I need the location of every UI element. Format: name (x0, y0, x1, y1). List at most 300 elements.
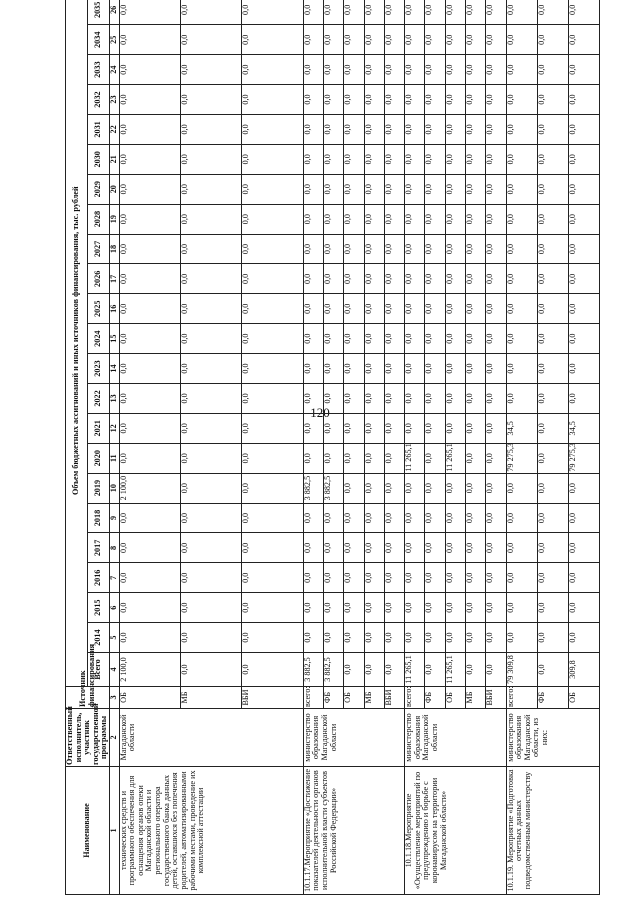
header-year: 2024 (88, 324, 110, 354)
year-value: 0,0 (303, 234, 323, 264)
year-value: 0,0 (323, 264, 343, 294)
total-value: 309,8 (568, 653, 599, 687)
year-value: 0,0 (537, 204, 568, 234)
column-index: 11 (110, 443, 120, 473)
funding-source: ВБИ (384, 687, 404, 709)
year-value: 0,0 (303, 0, 323, 25)
year-value: 0,0 (445, 174, 465, 204)
header-year: 2016 (88, 563, 110, 593)
year-value: 0,0 (486, 533, 506, 563)
year-value: 0,0 (445, 383, 465, 413)
year-value: 0,0 (119, 443, 180, 473)
year-value: 0,0 (344, 264, 364, 294)
year-value: 0,0 (344, 294, 364, 324)
year-value: 0,0 (242, 114, 303, 144)
table-row (303, 0, 323, 895)
year-value: 0,0 (537, 413, 568, 443)
year-value: 0,0 (303, 324, 323, 354)
year-value: 0,0 (466, 114, 486, 144)
funding-source: МБ (466, 687, 486, 709)
total-value: 3 882,5 (323, 653, 343, 687)
year-value: 0,0 (486, 593, 506, 623)
year-value: 0,0 (344, 383, 364, 413)
year-value: 0,0 (445, 25, 465, 55)
year-value: 0,0 (405, 413, 425, 443)
year-value: 0,0 (364, 623, 384, 653)
year-value: 0,0 (384, 55, 404, 85)
year-value: 0,0 (445, 234, 465, 264)
year-value: 0,0 (506, 563, 537, 593)
year-value: 0,0 (344, 473, 364, 503)
year-value: 0,0 (344, 503, 364, 533)
year-value: 0,0 (384, 324, 404, 354)
year-value: 0,0 (466, 264, 486, 294)
rotated-table-wrapper (65, 1, 577, 895)
year-value: 0,0 (506, 204, 537, 234)
year-value: 0,0 (384, 204, 404, 234)
year-value: 0,0 (506, 144, 537, 174)
year-value: 0,0 (486, 55, 506, 85)
year-value: 0,0 (323, 443, 343, 473)
year-value: 0,0 (323, 623, 343, 653)
year-value: 0,0 (466, 563, 486, 593)
year-value: 0,0 (425, 563, 445, 593)
year-value: 0,0 (486, 354, 506, 384)
year-value: 0,0 (119, 533, 180, 563)
year-value: 0,0 (303, 174, 323, 204)
total-value: 0,0 (344, 653, 364, 687)
year-value: 0,0 (181, 413, 242, 443)
year-value: 0,0 (405, 174, 425, 204)
year-value: 0,0 (119, 234, 180, 264)
year-value: 0,0 (405, 204, 425, 234)
year-value: 0,0 (466, 413, 486, 443)
header-year: 2019 (88, 473, 110, 503)
year-value: 11 265,1 (405, 443, 425, 473)
year-value: 0,0 (445, 114, 465, 144)
year-value: 0,0 (384, 623, 404, 653)
year-value: 0,0 (537, 174, 568, 204)
year-value: 0,0 (506, 85, 537, 115)
header-year: 2014 (88, 623, 110, 653)
year-value: 0,0 (537, 563, 568, 593)
year-value: 0,0 (181, 264, 242, 294)
header-year: 2032 (88, 85, 110, 115)
year-value: 0,0 (242, 473, 303, 503)
year-value: 0,0 (181, 234, 242, 264)
year-value: 0,0 (537, 144, 568, 174)
year-value: 0,0 (323, 383, 343, 413)
year-value: 0,0 (425, 204, 445, 234)
year-value: 0,0 (405, 25, 425, 55)
year-value: 0,0 (364, 294, 384, 324)
year-value: 0,0 (181, 204, 242, 234)
year-value: 0,0 (405, 114, 425, 144)
year-value: 0,0 (303, 294, 323, 324)
year-value: 0,0 (242, 204, 303, 234)
total-label: всего: (506, 687, 537, 709)
year-value: 0,0 (425, 593, 445, 623)
year-value: 0,0 (344, 25, 364, 55)
year-value: 0,0 (568, 383, 599, 413)
year-value: 0,0 (364, 593, 384, 623)
year-value: 0,0 (425, 0, 445, 25)
year-value: 0,0 (506, 25, 537, 55)
activity-name: 10.1.19. Мероприятие «Подготовка отчетных данных подведомственным министерству (506, 767, 599, 895)
year-value: 0,0 (425, 324, 445, 354)
header-name: Наименование (66, 767, 110, 895)
year-value: 0,0 (568, 85, 599, 115)
year-value: 0,0 (466, 443, 486, 473)
year-value: 0,0 (181, 25, 242, 55)
year-value: 0,0 (537, 623, 568, 653)
year-value: 0,0 (506, 324, 537, 354)
year-value: 0,0 (466, 204, 486, 234)
year-value: 0,0 (119, 383, 180, 413)
year-value: 0,0 (303, 383, 323, 413)
column-index: 13 (110, 383, 120, 413)
year-value: 0,0 (119, 204, 180, 234)
year-value: 0,0 (405, 85, 425, 115)
header-year: 2029 (88, 174, 110, 204)
year-value: 0,0 (384, 383, 404, 413)
year-value: 0,0 (119, 264, 180, 294)
year-value: 0,0 (425, 264, 445, 294)
year-value: 34,5 (568, 413, 599, 443)
total-value: 0,0 (181, 653, 242, 687)
year-value: 0,0 (303, 204, 323, 234)
funding-source: ФБ (425, 687, 445, 709)
year-value: 0,0 (364, 55, 384, 85)
year-value: 11 265,1 (445, 443, 465, 473)
year-value: 0,0 (506, 503, 537, 533)
year-value: 0,0 (425, 354, 445, 384)
year-value: 0,0 (303, 264, 323, 294)
year-value: 0,0 (537, 85, 568, 115)
year-value: 0,0 (445, 0, 465, 25)
year-value: 0,0 (466, 354, 486, 384)
year-value: 0,0 (303, 443, 323, 473)
year-value: 0,0 (445, 623, 465, 653)
total-value: 0,0 (384, 653, 404, 687)
year-value: 0,0 (425, 85, 445, 115)
year-value: 0,0 (364, 0, 384, 25)
year-value: 0,0 (537, 324, 568, 354)
column-index: 6 (110, 593, 120, 623)
year-value: 0,0 (303, 144, 323, 174)
year-value: 0,0 (568, 234, 599, 264)
year-value: 0,0 (119, 85, 180, 115)
year-value: 0,0 (486, 443, 506, 473)
year-value: 0,0 (344, 204, 364, 234)
year-value: 0,0 (405, 144, 425, 174)
year-value: 0,0 (181, 174, 242, 204)
year-value: 0,0 (486, 383, 506, 413)
year-value: 0,0 (384, 25, 404, 55)
year-value: 0,0 (344, 85, 364, 115)
table-row (506, 0, 537, 895)
year-value: 0,0 (119, 593, 180, 623)
header-year: 2027 (88, 234, 110, 264)
column-index: 12 (110, 413, 120, 443)
column-index: 4 (110, 653, 120, 687)
year-value: 0,0 (344, 55, 364, 85)
total-value: 0,0 (537, 653, 568, 687)
year-value: 0,0 (568, 114, 599, 144)
year-value: 0,0 (506, 533, 537, 563)
year-value: 0,0 (425, 294, 445, 324)
year-value: 0,0 (405, 473, 425, 503)
year-value: 0,0 (242, 174, 303, 204)
responsible-executor: министерство образования Магаданской области, из них: (506, 709, 599, 767)
header-year: 2035 (88, 0, 110, 25)
year-value: 0,0 (425, 144, 445, 174)
year-value: 0,0 (537, 533, 568, 563)
year-value: 0,0 (445, 85, 465, 115)
year-value: 0,0 (405, 593, 425, 623)
year-value: 0,0 (242, 144, 303, 174)
total-value: 0,0 (466, 653, 486, 687)
year-value: 0,0 (568, 174, 599, 204)
year-value: 0,0 (119, 324, 180, 354)
year-value: 0,0 (344, 174, 364, 204)
year-value: 0,0 (323, 204, 343, 234)
year-value: 0,0 (119, 0, 180, 25)
year-value: 0,0 (506, 383, 537, 413)
year-value: 0,0 (364, 413, 384, 443)
year-value: 0,0 (445, 144, 465, 174)
year-value: 0,0 (323, 234, 343, 264)
column-index: 9 (110, 503, 120, 533)
year-value: 0,0 (119, 55, 180, 85)
funding-source: ВБИ (486, 687, 506, 709)
year-value: 0,0 (486, 623, 506, 653)
total-label: всего: (303, 687, 323, 709)
table-row (405, 0, 425, 895)
year-value: 0,0 (384, 443, 404, 473)
funding-source: ВБИ (242, 687, 303, 709)
year-value: 0,0 (486, 25, 506, 55)
year-value: 0,0 (323, 503, 343, 533)
year-value: 0,0 (384, 503, 404, 533)
year-value: 0,0 (323, 413, 343, 443)
year-value: 0,0 (384, 144, 404, 174)
year-value: 0,0 (568, 593, 599, 623)
year-value: 0,0 (384, 85, 404, 115)
year-value: 0,0 (384, 593, 404, 623)
year-value: 0,0 (537, 593, 568, 623)
funding-source: МБ (181, 687, 242, 709)
header-funding-caption: Объем бюджетных ассигнований и иных источников финансирования, тыс. рублей (66, 0, 88, 687)
year-value: 0,0 (364, 503, 384, 533)
year-value: 0,0 (486, 413, 506, 443)
year-value: 0,0 (181, 383, 242, 413)
year-value: 79 275,3 (506, 443, 537, 473)
year-value: 0,0 (445, 354, 465, 384)
year-value: 0,0 (344, 533, 364, 563)
year-value: 0,0 (323, 563, 343, 593)
year-value: 0,0 (344, 144, 364, 174)
year-value: 0,0 (486, 503, 506, 533)
year-value: 0,0 (364, 234, 384, 264)
year-value: 0,0 (384, 114, 404, 144)
year-value: 0,0 (405, 324, 425, 354)
year-value: 0,0 (466, 234, 486, 264)
header-year: 2023 (88, 354, 110, 384)
year-value: 0,0 (466, 294, 486, 324)
year-value: 0,0 (364, 25, 384, 55)
year-value: 0,0 (445, 593, 465, 623)
year-value: 0,0 (323, 144, 343, 174)
year-value: 0,0 (568, 354, 599, 384)
year-value: 0,0 (242, 0, 303, 25)
total-value: 0,0 (364, 653, 384, 687)
total-value: 0,0 (425, 653, 445, 687)
year-value: 0,0 (242, 294, 303, 324)
year-value: 0,0 (486, 144, 506, 174)
total-label: всего: (405, 687, 425, 709)
year-value: 0,0 (405, 623, 425, 653)
table-row (119, 0, 180, 895)
year-value: 0,0 (181, 354, 242, 384)
year-value: 0,0 (506, 294, 537, 324)
year-value: 0,0 (405, 383, 425, 413)
year-value: 0,0 (344, 114, 364, 144)
year-value: 0,0 (425, 114, 445, 144)
year-value: 0,0 (181, 503, 242, 533)
year-value: 0,0 (119, 503, 180, 533)
year-value: 0,0 (242, 623, 303, 653)
year-value: 0,0 (384, 563, 404, 593)
year-value: 0,0 (364, 204, 384, 234)
column-index: 25 (110, 25, 120, 55)
header-year: 2026 (88, 264, 110, 294)
year-value: 0,0 (181, 294, 242, 324)
column-index: 23 (110, 85, 120, 115)
total-value: 0,0 (486, 653, 506, 687)
total-value: 11 265,1 (445, 653, 465, 687)
column-index: 22 (110, 114, 120, 144)
year-value: 0,0 (486, 473, 506, 503)
year-value: 0,0 (323, 114, 343, 144)
year-value: 0,0 (344, 593, 364, 623)
column-index: 26 (110, 0, 120, 25)
year-value: 0,0 (119, 563, 180, 593)
year-value: 0,0 (323, 533, 343, 563)
header-total: Всего (88, 653, 110, 687)
year-value: 0,0 (405, 264, 425, 294)
total-value: 79 309,8 (506, 653, 537, 687)
year-value: 0,0 (303, 25, 323, 55)
year-value: 0,0 (466, 55, 486, 85)
column-index: 14 (110, 354, 120, 384)
year-value: 0,0 (486, 204, 506, 234)
year-value: 0,0 (405, 294, 425, 324)
year-value: 0,0 (242, 533, 303, 563)
year-value: 2 100,0 (119, 473, 180, 503)
year-value: 0,0 (181, 85, 242, 115)
year-value: 0,0 (568, 204, 599, 234)
year-value: 0,0 (344, 623, 364, 653)
year-value: 0,0 (405, 503, 425, 533)
year-value: 0,0 (242, 264, 303, 294)
year-value: 79 275,3 (568, 443, 599, 473)
activity-name: 10.1.17.Мероприятие «Достижение показателей деятельности органов исполнительной власти субъектов Российской Федерации» (303, 767, 404, 895)
year-value: 0,0 (364, 114, 384, 144)
year-value: 0,0 (384, 174, 404, 204)
year-value: 0,0 (344, 413, 364, 443)
year-value: 0,0 (323, 55, 343, 85)
year-value: 0,0 (242, 85, 303, 115)
column-index: 19 (110, 204, 120, 234)
funding-source: ОБ (568, 687, 599, 709)
year-value: 0,0 (181, 563, 242, 593)
header-year: 2033 (88, 55, 110, 85)
year-value: 0,0 (384, 0, 404, 25)
year-value: 0,0 (466, 174, 486, 204)
funding-source: МБ (364, 687, 384, 709)
financing-table (65, 0, 600, 895)
responsible-executor: Магаданской области (119, 709, 303, 767)
year-value: 0,0 (486, 294, 506, 324)
year-value: 0,0 (506, 174, 537, 204)
year-value: 0,0 (242, 383, 303, 413)
header-year: 2017 (88, 533, 110, 563)
year-value: 0,0 (181, 473, 242, 503)
year-value: 0,0 (537, 354, 568, 384)
year-value: 34,5 (506, 413, 537, 443)
year-value: 0,0 (384, 413, 404, 443)
year-value: 0,0 (119, 25, 180, 55)
year-value: 0,0 (537, 55, 568, 85)
year-value: 0,0 (425, 533, 445, 563)
year-value: 0,0 (384, 264, 404, 294)
total-value: 11 265,1 (405, 653, 425, 687)
year-value: 0,0 (506, 55, 537, 85)
year-value: 0,0 (119, 623, 180, 653)
year-value: 0,0 (425, 623, 445, 653)
year-value: 0,0 (466, 533, 486, 563)
activity-name: 10.1.18.Мероприятие «Осуществление мероприятий по предупреждению и борьбе с коронавирусом на территории Магаданской области» (405, 767, 506, 895)
year-value: 0,0 (364, 174, 384, 204)
year-value: 0,0 (568, 324, 599, 354)
year-value: 0,0 (323, 0, 343, 25)
year-value: 0,0 (364, 383, 384, 413)
year-value: 3 882,5 (323, 473, 343, 503)
year-value: 0,0 (242, 55, 303, 85)
header-year: 2022 (88, 383, 110, 413)
year-value: 0,0 (486, 114, 506, 144)
year-value: 0,0 (466, 324, 486, 354)
year-value: 0,0 (445, 533, 465, 563)
year-value: 0,0 (537, 503, 568, 533)
year-value: 0,0 (181, 623, 242, 653)
year-value: 0,0 (242, 563, 303, 593)
year-value: 0,0 (445, 563, 465, 593)
year-value: 0,0 (384, 294, 404, 324)
year-value: 0,0 (303, 623, 323, 653)
year-value: 0,0 (425, 473, 445, 503)
column-index: 5 (110, 623, 120, 653)
funding-source: ОБ (445, 687, 465, 709)
year-value: 0,0 (506, 473, 537, 503)
year-value: 0,0 (466, 85, 486, 115)
total-value: 3 882,5 (303, 653, 323, 687)
year-value: 0,0 (405, 0, 425, 25)
funding-source: ФБ (537, 687, 568, 709)
header-responsible: Ответственный исполнитель, участник государственной программы (65, 703, 109, 765)
column-index: 10 (110, 473, 120, 503)
